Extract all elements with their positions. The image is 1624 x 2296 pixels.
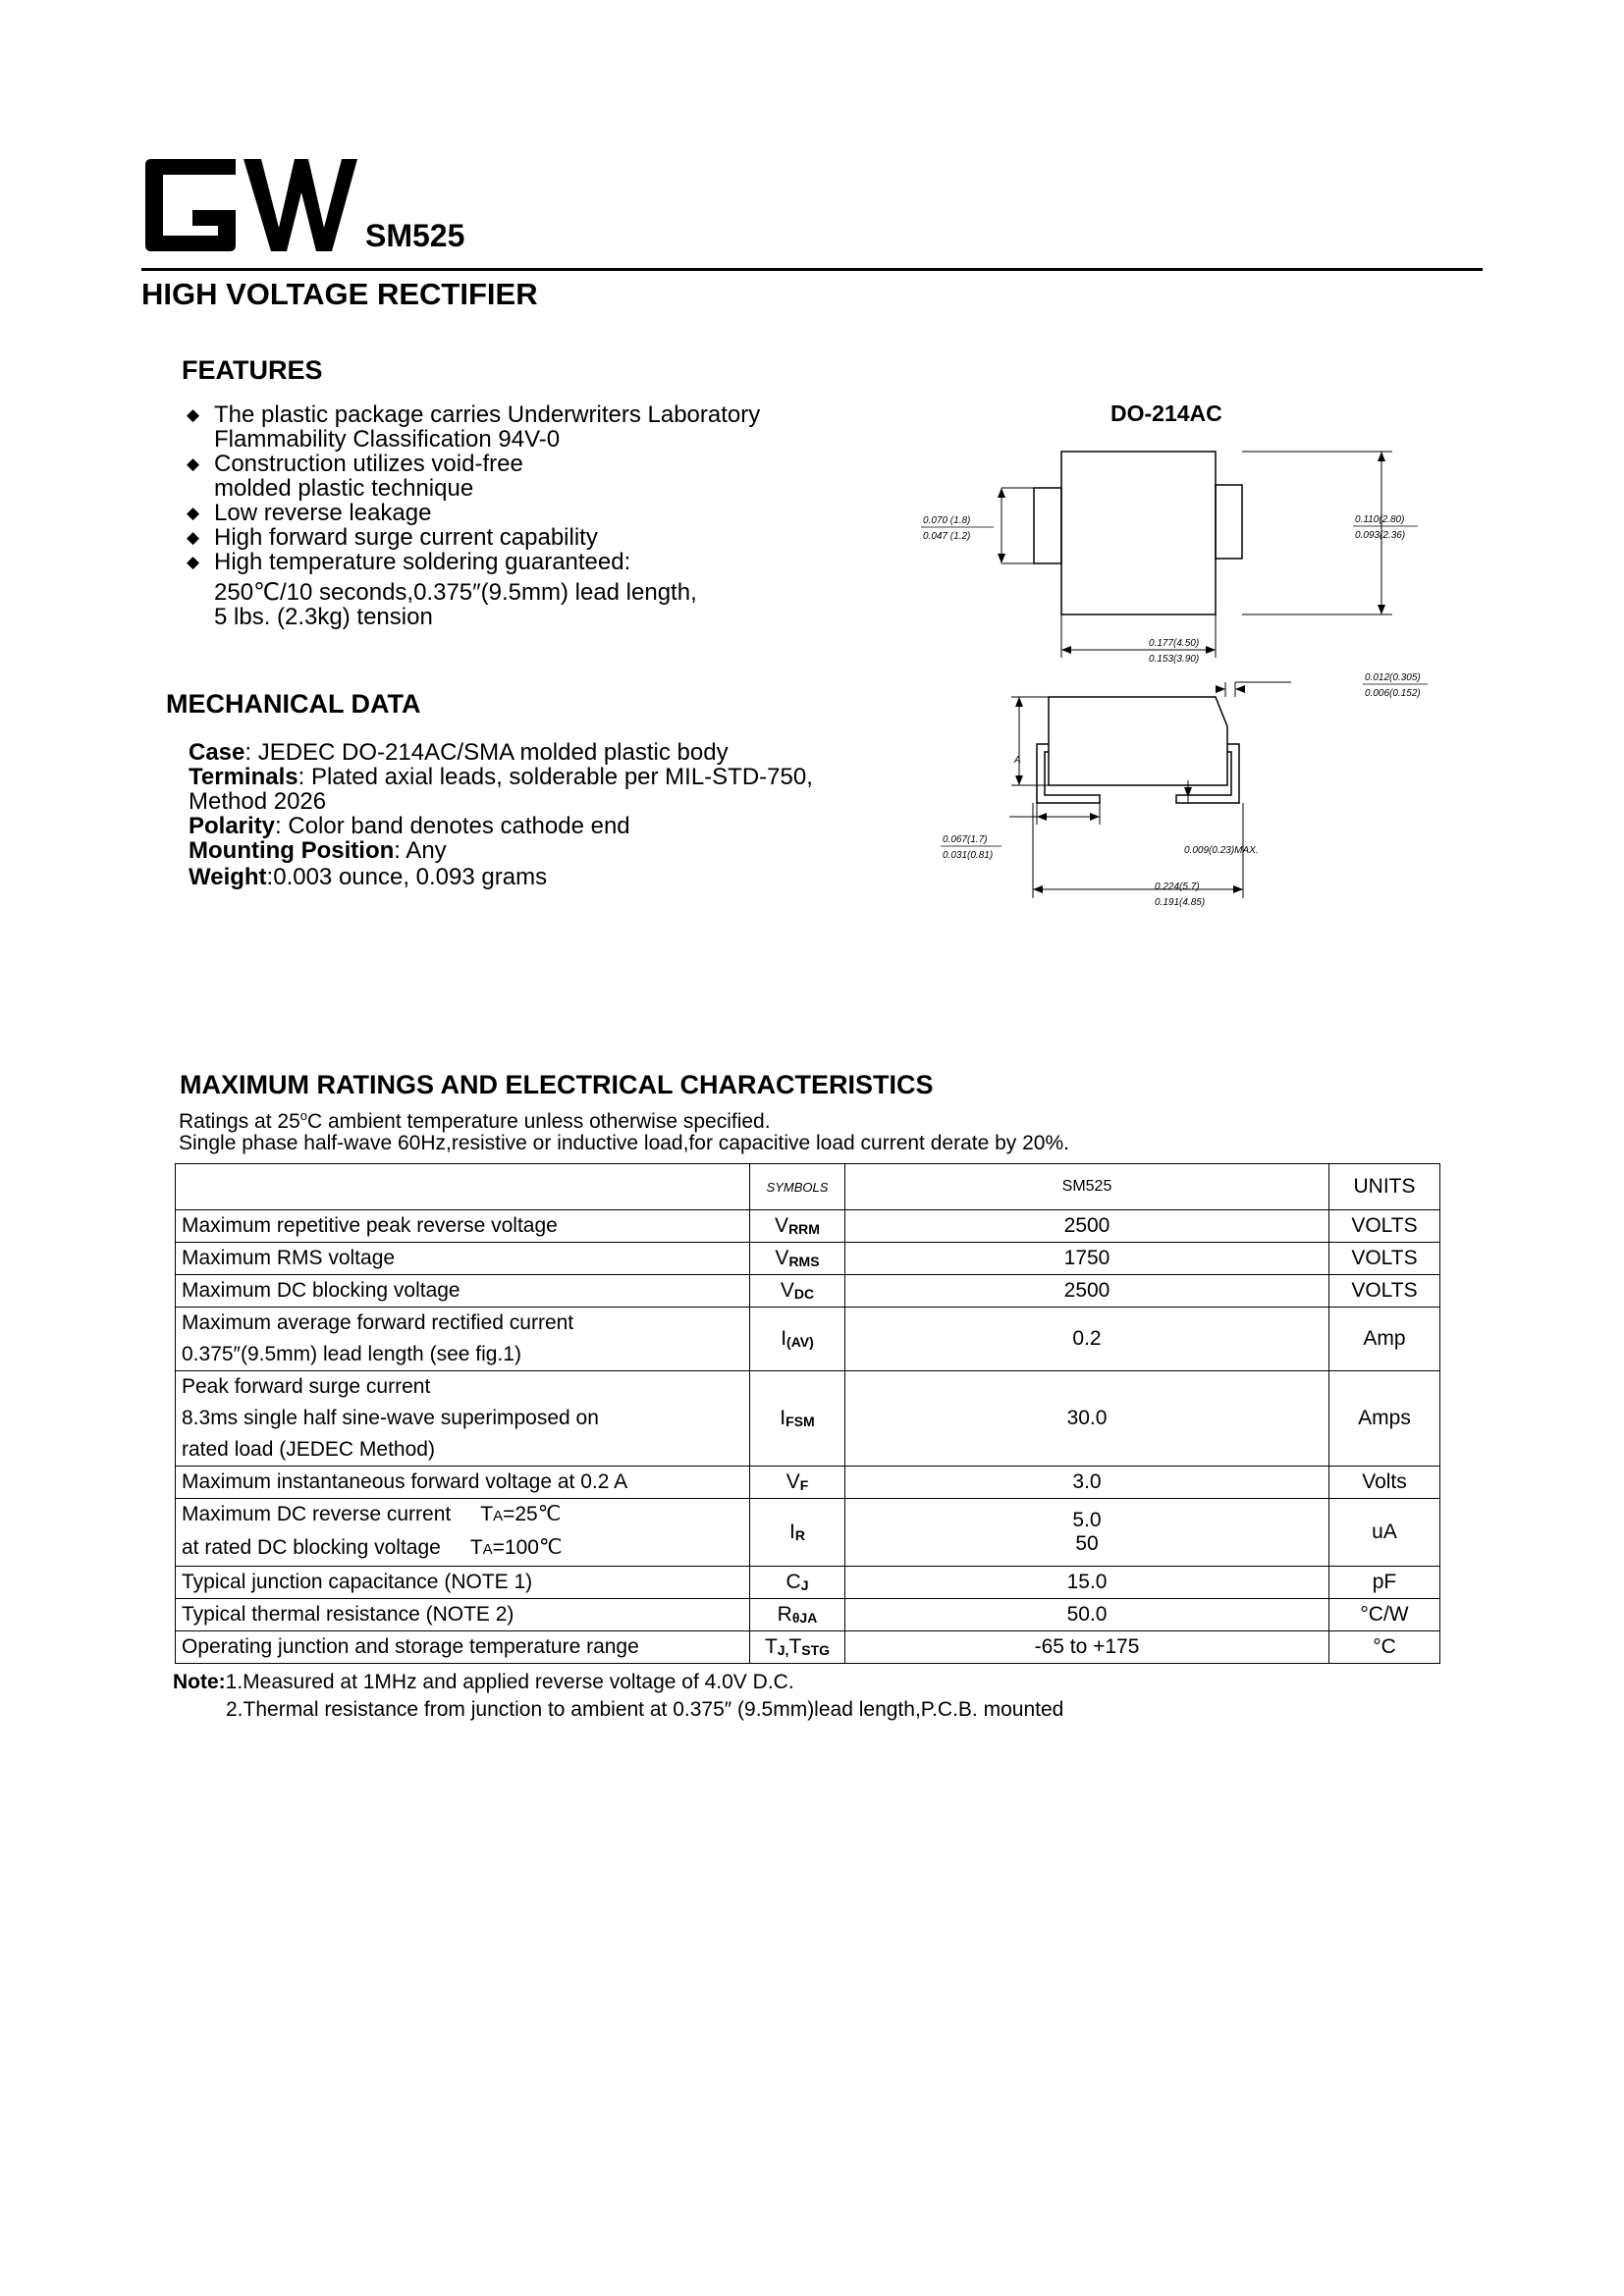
dim-body-height-min: 0.093(2.36) — [1355, 530, 1406, 541]
features-list — [187, 402, 760, 629]
dim-standoff: 0.009(0.23)MAX. — [1184, 845, 1259, 856]
feature-item: ◆ Low reverse leakage — [187, 500, 432, 526]
feature-item: ◆ The plastic package carries Underwriters Laboratory Flammability Classification 94V-0 — [187, 401, 761, 453]
document-title: HIGH VOLTAGE RECTIFIER — [141, 277, 538, 311]
feature-item: ◆ High temperature soldering guaranteed: 250℃/10 seconds,0.375″(9.5mm) lead length, 5 lbs. (2.3kg) tension — [187, 550, 760, 629]
side-view-lead-left — [1037, 744, 1100, 803]
side-view-body — [1049, 697, 1227, 785]
polarity-line: Polarity: Color band denotes cathode end — [189, 813, 630, 839]
features-heading: FEATURES — [182, 355, 323, 385]
note-2: 2.Thermal resistance from junction to ambient at 0.375″ (9.5mm)lead length,P.C.B. mounted — [226, 1698, 1064, 1721]
case-line: Case: JEDEC DO-214AC/SMA molded plastic body — [189, 739, 729, 766]
dim-total-width-min: 0.191(4.85) — [1155, 897, 1206, 908]
mechanical-data — [189, 740, 813, 889]
ratings-table — [175, 1163, 1440, 1664]
table-header-row — [176, 1164, 1440, 1210]
terminals-line-2: Method 2026 — [189, 788, 327, 815]
top-view-lead-right — [1216, 485, 1242, 559]
header-units: UNITS — [1329, 1164, 1440, 1210]
package-label: DO-214AC — [1110, 400, 1222, 426]
ratings-heading: MAXIMUM RATINGS AND ELECTRICAL CHARACTERISTICS — [180, 1070, 934, 1099]
dim-body-width-max: 0.177(4.50) — [1149, 638, 1200, 649]
dim-foot-min: 0.031(0.81) — [943, 850, 994, 861]
dim-lead-height-min: 0.047 (1.2) — [923, 531, 971, 542]
dim-height-label: A — [1014, 755, 1021, 766]
feature-extra: 5 lbs. (2.3kg) tension — [214, 604, 433, 630]
mechanical-heading: MECHANICAL DATA — [166, 689, 421, 719]
table-row: Maximum DC blocking voltage VDC 2500 VOLTS — [176, 1275, 1440, 1308]
table-row: Maximum repetitive peak reverse voltage VRRM 2500 VOLTS — [176, 1210, 1440, 1243]
notes — [173, 1669, 1063, 1724]
dim-lead-thickness-min: 0.006(0.152) — [1365, 688, 1421, 699]
diamond-bullet-icon: ◆ — [187, 504, 200, 522]
table-row: Maximum average forward rectified current 0.375″(9.5mm) lead length (see fig.1) I(AV) 0.2 Amp — [176, 1308, 1440, 1371]
header-parameter — [176, 1164, 750, 1210]
dim-body-width-min: 0.153(3.90) — [1149, 654, 1200, 665]
table-row: Maximum RMS voltage VRMS 1750 VOLTS — [176, 1243, 1440, 1275]
weight-line: Weight:0.003 ounce, 0.093 grams — [189, 864, 548, 890]
package-outline-diagram — [903, 432, 1453, 923]
table-row: Typical thermal resistance (NOTE 2) RθJA 50.0 °C/W — [176, 1599, 1440, 1631]
diamond-bullet-icon: ◆ — [187, 454, 200, 473]
dim-foot-max: 0.067(1.7) — [943, 834, 988, 845]
dim-lead-thickness-max: 0.012(0.305) — [1365, 672, 1421, 683]
header-rule — [141, 268, 1483, 271]
terminals-line: Terminals: Plated axial leads, solderable per MIL-STD-750, — [189, 764, 813, 790]
note-1: 1.Measured at 1MHz and applied reverse voltage of 4.0V D.C. — [225, 1671, 794, 1693]
header-symbols: SYMBOLS — [750, 1164, 845, 1210]
dim-total-width-max: 0.224(5.7) — [1155, 881, 1200, 892]
table-row: Maximum instantaneous forward voltage at 0.2 A VF 3.0 Volts — [176, 1467, 1440, 1499]
top-view-body — [1061, 452, 1216, 614]
dim-lead-height-max: 0.070 (1.8) — [923, 515, 971, 526]
notes-label: Note: — [173, 1671, 226, 1693]
top-view-lead-left — [1034, 488, 1061, 563]
table-row: Peak forward surge current 8.3ms single half sine-wave superimposed on rated load (JEDEC Method) IFSM 30.0 Amps — [176, 1371, 1440, 1467]
table-row: Maximum DC reverse current TA=25℃ at rated DC blocking voltage TA=100℃ IR 5.0 50 uA — [176, 1499, 1440, 1567]
diamond-bullet-icon: ◆ — [187, 553, 200, 571]
feature-item: ◆ High forward surge current capability — [187, 524, 598, 551]
feature-item: ◆ Construction utilizes void-free molded plastic technique — [187, 451, 523, 502]
header-part: SM525 — [845, 1164, 1329, 1210]
mounting-line: Mounting Position: Any — [189, 837, 447, 864]
diamond-bullet-icon: ◆ — [187, 405, 200, 424]
ratings-conditions: Ratings at 25$^o$C ambient temperature unless otherwise specified. Single phase half-wave 60Hz,resistive or inductive load,for capacitive load current derate by 20%. — [179, 1108, 1069, 1154]
feature-extra: 250℃/10 seconds,0.375″(9.5mm) lead length, — [214, 579, 697, 606]
table-row: Operating junction and storage temperature range TJ,TSTG -65 to +175 °C — [176, 1631, 1440, 1664]
table-row: Typical junction capacitance (NOTE 1) CJ 15.0 pF — [176, 1567, 1440, 1599]
part-number: SM525 — [365, 218, 465, 253]
side-view-lead-right — [1176, 744, 1239, 803]
diamond-bullet-icon: ◆ — [187, 528, 200, 547]
dim-body-height-max: 0.110(2.80) — [1355, 514, 1405, 525]
gw-logo — [141, 155, 359, 255]
